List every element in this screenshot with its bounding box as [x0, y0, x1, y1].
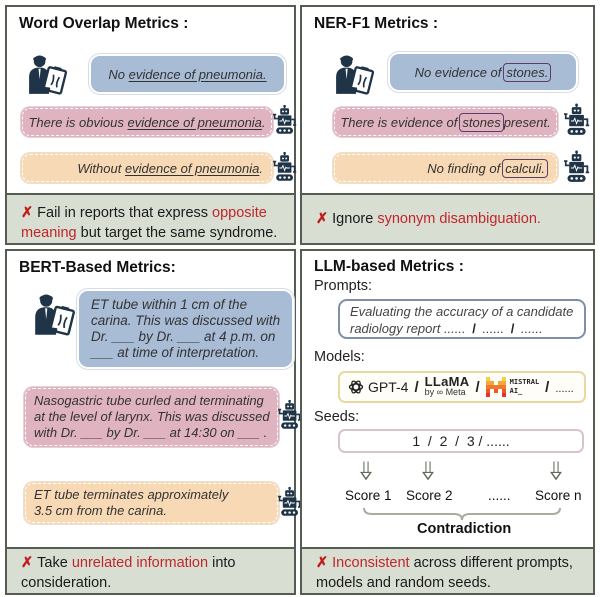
models-box — [338, 371, 586, 403]
reference-report-bubble — [79, 291, 292, 367]
score-1: Score 1 — [345, 488, 392, 503]
contradiction-label: Contradiction — [417, 521, 512, 537]
mistral-text-line1: MISTRAL — [509, 378, 540, 386]
reference-prefix: No — [108, 66, 125, 82]
model-separator: / — [414, 378, 419, 396]
candidate-report-bubble-1 — [24, 387, 279, 447]
prompt-alt: ...... — [482, 321, 505, 336]
score-ellipsis: ...... — [488, 488, 511, 503]
prompt-separator: / — [510, 321, 515, 336]
robot-icon — [273, 101, 297, 141]
prompt-separator: / — [472, 321, 476, 336]
panel-title: NER-F1 Metrics : — [314, 15, 439, 32]
candidate1-prefix: There is obvious — [28, 114, 124, 130]
candidate1-suffix: present. — [503, 114, 551, 130]
mistral-logo-icon — [486, 377, 506, 397]
candidate1-prefix: There is evidence of — [340, 114, 458, 130]
reference-report-bubble — [390, 54, 576, 90]
down-arrow-icon — [422, 461, 434, 481]
reference-overlap: evidence of pneumonia. — [128, 66, 267, 82]
seeds-text: 1 / 2 / 3 / ...... — [412, 433, 510, 449]
robot-icon — [278, 396, 302, 436]
entity-box: calculi. — [502, 159, 548, 178]
robot-icon — [564, 148, 590, 188]
fail-x-icon: ✗ — [316, 555, 329, 571]
model-more: ...... — [555, 383, 574, 395]
down-arrow-icon — [550, 461, 562, 481]
prompts-label: Prompts: — [314, 278, 373, 294]
reference-report-bubble — [91, 56, 284, 92]
limitation-footer — [302, 193, 593, 243]
down-arrow-icon — [360, 461, 372, 481]
candidate-report-bubble-2 — [24, 482, 279, 524]
word-overlap-panel — [5, 5, 296, 245]
curly-brace-icon — [362, 507, 562, 521]
entity-box: stones — [459, 113, 503, 132]
panel-title: LLM-based Metrics : — [314, 258, 464, 275]
models-label: Models: — [314, 349, 365, 365]
limitation-highlight: Inconsistent — [332, 555, 410, 571]
model-mistral — [510, 378, 540, 396]
limitation-footer — [7, 193, 294, 243]
model-separator: / — [545, 378, 550, 396]
fail-x-icon: ✗ — [21, 205, 34, 221]
limitation-text: Fail in reports that express — [37, 205, 213, 221]
bert-panel — [5, 249, 296, 595]
prompt-alt: ...... — [521, 321, 543, 336]
meta-logo-text: by ∞ Meta — [424, 387, 466, 397]
ner-f1-panel — [300, 5, 595, 245]
fail-x-icon: ✗ — [21, 555, 34, 571]
fail-x-icon: ✗ — [316, 211, 329, 227]
robot-icon — [278, 483, 302, 523]
limitation-highlight: opposite meaning — [21, 205, 267, 241]
limitation-footer — [7, 547, 294, 593]
candidate2-text: ET tube terminates approximately 3.5 cm from the carina. — [34, 487, 229, 518]
seeds-label: Seeds: — [314, 409, 360, 425]
candidate1-text: Nasogastric tube curled and terminating at the level of larynx. This was discussed with Dr. ___ by Dr. ___ at 14:30 on ___ . — [34, 393, 270, 440]
candidate2-overlap: evidence of pneumonia — [124, 160, 260, 176]
limitation-text: but target the same syndrome. — [76, 225, 278, 241]
limitation-text: into consideration. — [21, 555, 236, 591]
seeds-box — [338, 429, 584, 453]
candidate-report-bubble-2 — [333, 153, 558, 183]
robot-icon — [273, 148, 297, 188]
doctor-icon — [33, 293, 77, 337]
candidate1-overlap: evidence of pneumonia — [127, 114, 262, 130]
limitation-highlight: unrelated information — [71, 555, 209, 571]
candidate-report-bubble-1 — [333, 107, 558, 137]
panel-title: BERT-Based Metrics: — [19, 259, 176, 276]
limitation-highlight: synonym disambiguation. — [377, 211, 541, 227]
score-n: Score n — [535, 488, 582, 503]
doctor-icon — [334, 54, 376, 96]
score-2: Score 2 — [406, 488, 453, 503]
candidate2-prefix: No finding of — [427, 160, 501, 176]
entity-box: stones. — [503, 63, 551, 82]
model-llama — [424, 374, 470, 397]
candidate2-suffix: . — [259, 160, 263, 176]
candidate1-suffix: . — [261, 114, 266, 130]
candidate2-prefix: Without — [77, 160, 122, 176]
reference-prefix: No evidence of — [414, 64, 502, 80]
llama-logo-text: LLaMA — [424, 374, 470, 389]
prompt-box — [338, 299, 586, 339]
candidate-report-bubble-1 — [21, 107, 273, 137]
reference-text: ET tube within 1 cm of the carina. This was discussed with Dr. ___ by Dr. ___ at 4 p.m. on ___ at time of interpretation. — [91, 297, 281, 360]
limitation-text: across different prompts, models and random seeds. — [316, 555, 573, 591]
openai-logo-icon — [348, 379, 364, 395]
model-gpt4: GPT-4 — [368, 379, 409, 395]
model-separator: / — [475, 378, 480, 396]
llm-panel — [300, 249, 595, 595]
doctor-icon — [27, 54, 69, 96]
mistral-text-line2: AI_ — [509, 387, 523, 395]
panel-title: Word Overlap Metrics : — [19, 15, 189, 32]
candidate-report-bubble-2 — [21, 153, 273, 183]
robot-icon — [564, 101, 590, 141]
limitation-text: Take — [37, 555, 72, 571]
prompt-text: Evaluating the accuracy of a candidate radiology report ...... — [350, 304, 574, 336]
limitation-footer — [302, 547, 593, 593]
limitation-text: Ignore — [332, 211, 378, 227]
